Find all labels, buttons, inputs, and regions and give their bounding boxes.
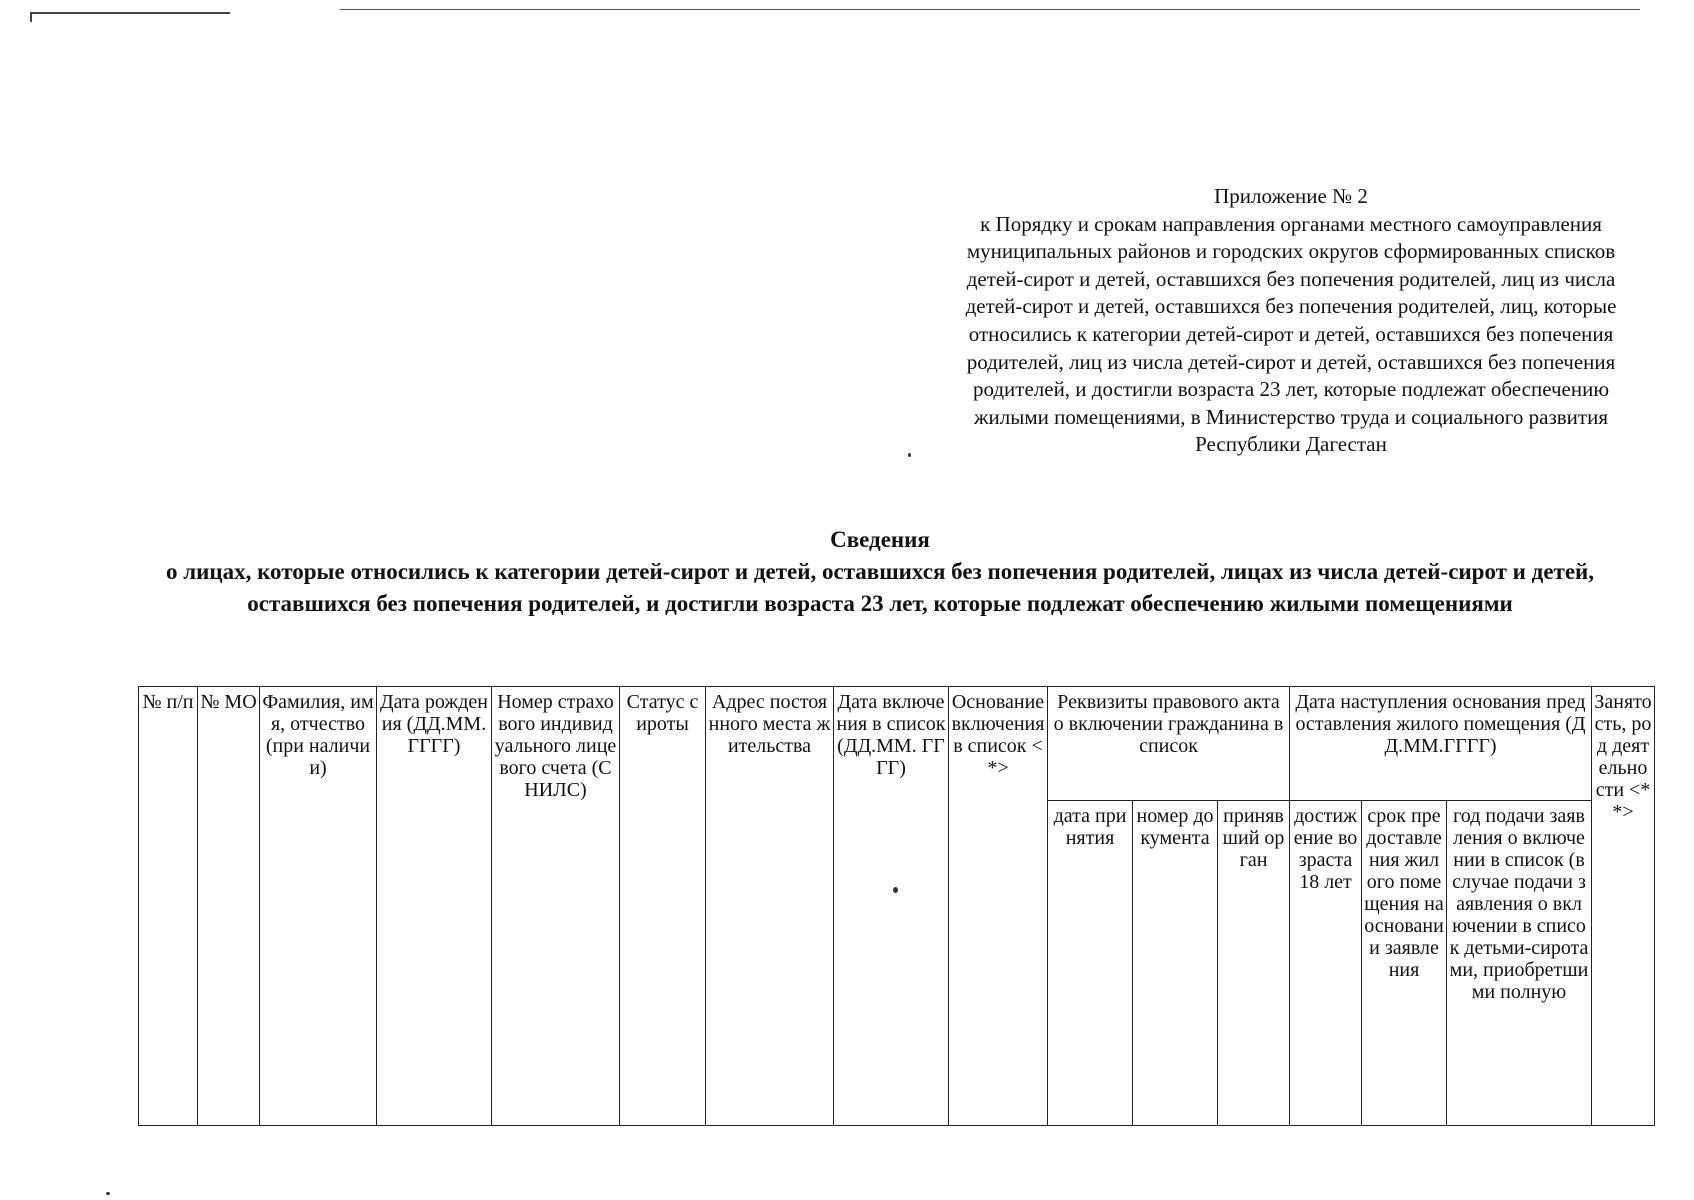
col-age18-header: достижение возраста 18 лет (1290, 801, 1362, 1126)
col-housing-group-header: Дата наступления основания предоставления жилого помещения (ДД.ММ.ГГГГ) (1290, 687, 1592, 801)
col-act-body-header: принявший орган (1218, 801, 1290, 1126)
col-snils-header: Номер страхового индивидуального лицевого счета (СНИЛС) (492, 687, 620, 1126)
col-employment-header: Занятость, род деятельности <**> (1592, 687, 1655, 1126)
appendix-title: Приложение № 2 (1214, 184, 1368, 208)
appendix-text: к Порядку и срокам направления органами местного самоуправления муниципальных районов и городских округов сформированных списков детей-сирот и детей, оставшихся без попечения родителей, лиц из числа детей-сирот и детей, оставшихся без попечения родителей, лиц, которые относились к категории детей-сирот и детей, оставшихся без попечения родителей, лиц из числа детей-сирот и детей, оставшихся без попечения родителей, и достигли возраста 23 лет, которые подлежат обеспечению жилыми помещениями, в Министерство труда и социального развития Республики Дагестан (965, 211, 1617, 457)
col-mo-header: № МО (198, 687, 260, 1126)
scan-speck (106, 1192, 110, 1195)
scan-corner-mark (30, 12, 230, 14)
scan-edge-line (340, 9, 1640, 10)
col-act-date-header: дата принятия (1048, 801, 1133, 1126)
col-address-header: Адрес постоянного места жительства (706, 687, 834, 1126)
col-application-year-header: год подачи заявления о включении в список (в случае подачи заявления о включении в список детьми-сиротами, приобретшими полную (1447, 801, 1592, 1126)
scan-speck (893, 887, 898, 893)
col-status-header: Статус сироты (620, 687, 706, 1126)
col-term-header: срок предоставления жилого помещения на основании заявления (1362, 801, 1447, 1126)
appendix-block (946, 183, 1636, 459)
document-heading (140, 524, 1620, 620)
col-act-group-header: Реквизиты правового акта о включении гражданина в список (1048, 687, 1290, 801)
col-basis-header: Основание включения в список <*> (949, 687, 1048, 1126)
col-birth-header: Дата рождения (ДД.ММ. ГГГГ) (377, 687, 492, 1126)
scan-corner-mark-vertical (30, 12, 32, 22)
document-title: Сведения (830, 527, 930, 552)
document-subtitle: о лицах, которые относились к категории детей-сирот и детей, оставшихся без попечения родителей, лицах из числа детей-сирот и детей, оставшихся без попечения родителей, и достигли возраста 23 лет, которые подлежат обеспечению жилыми помещениями (165, 559, 1595, 616)
scan-speck (908, 453, 911, 457)
col-inclusion-date-header: Дата включения в список (ДД.ММ. ГГГГ) (834, 687, 949, 1126)
col-num-header: № п/п (139, 687, 198, 1126)
col-act-number-header: номер документа (1133, 801, 1218, 1126)
data-table (138, 686, 1655, 1126)
col-fio-header: Фамилия, имя, отчество (при наличии) (260, 687, 377, 1126)
